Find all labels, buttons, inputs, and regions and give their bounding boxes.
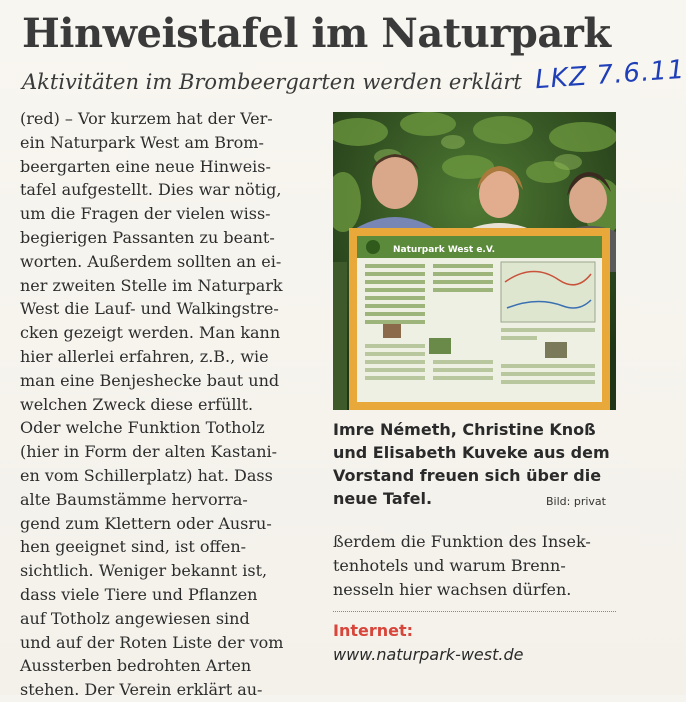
body-text-line: gend zum Klettern oder Ausru- [20, 513, 272, 533]
body-text-line: (red) – Vor kurzem hat der Ver- [20, 109, 273, 128]
body-text-line: Aussterben bedrohten Arten [20, 656, 252, 676]
body-text-line: nesseln hier wachsen dürfen. [333, 579, 572, 599]
article-body-left-column [20, 107, 302, 702]
caption-line: und Elisabeth Kuveke aus dem [333, 443, 610, 462]
body-text-line: begierigen Passanten zu beant- [20, 227, 275, 247]
article-body-right-column [333, 530, 616, 601]
article-photo [333, 112, 616, 410]
body-text-line: West die Lauf- und Walkingstre- [20, 299, 279, 319]
handwritten-date-note: LKZ 7.6.11 [534, 54, 686, 96]
headline: Hinweistafel im Naturpark [22, 10, 611, 57]
dotted-divider [333, 611, 616, 612]
body-text-line: cken gezeigt werden. Man kann [20, 323, 281, 343]
body-text-line: und auf der Roten Liste der vom [20, 632, 284, 652]
body-text-line: tenhotels und warum Brenn- [333, 555, 566, 575]
sign-title: Naturpark West e.V. [393, 245, 496, 255]
body-text-line: ner zweiten Stelle im Naturpark [20, 275, 283, 295]
body-text-line: stehen. Der Verein erklärt au- [20, 680, 263, 700]
body-text-line: ein Naturpark West am Brom- [20, 132, 264, 152]
caption-line: Imre Németh, Christine Knoß [333, 420, 596, 439]
body-text-line: worten. Außerdem sollten an ei- [20, 251, 282, 271]
body-text-line: Oder welche Funktion Totholz [20, 418, 265, 438]
body-text-line: welchen Zweck diese erfüllt. [20, 394, 254, 414]
internet-label: Internet: [333, 621, 414, 640]
subheadline: Aktivitäten im Brombeergarten werden erklärt [22, 70, 522, 94]
body-text-line: alte Baumstämme hervorra- [20, 489, 248, 509]
photo-credit: Bild: privat [546, 495, 606, 508]
body-text-line: en vom Schillerplatz) hat. Dass [20, 465, 273, 485]
caption-line: Vorstand freuen sich über die [333, 466, 602, 485]
body-text-line: tafel aufgestellt. Dies war nötig, [20, 180, 282, 200]
body-text-line: hen geeignet sind, ist offen- [20, 537, 247, 557]
body-text-line: auf Totholz angewiesen sind [20, 608, 250, 628]
body-text-line: (hier in Form der alten Kastani- [20, 442, 278, 462]
body-text-line: ßerdem die Funktion des Insek- [333, 532, 591, 551]
photo-illustration [333, 112, 616, 410]
body-text-line: um die Fragen der vielen wiss- [20, 204, 271, 224]
body-text-line: sichtlich. Weniger bekannt ist, [20, 561, 268, 581]
body-text-line: man eine Benjeshecke baut und [20, 370, 280, 390]
body-text-line: hier allerlei erfahren, z.B., wie [20, 346, 269, 366]
body-text-line: beergarten eine neue Hinweis- [20, 156, 271, 176]
body-text-line: dass viele Tiere und Pflanzen [20, 584, 258, 604]
internet-url[interactable]: www.naturpark-west.de [333, 645, 524, 664]
caption-line: neue Tafel. [333, 489, 433, 508]
